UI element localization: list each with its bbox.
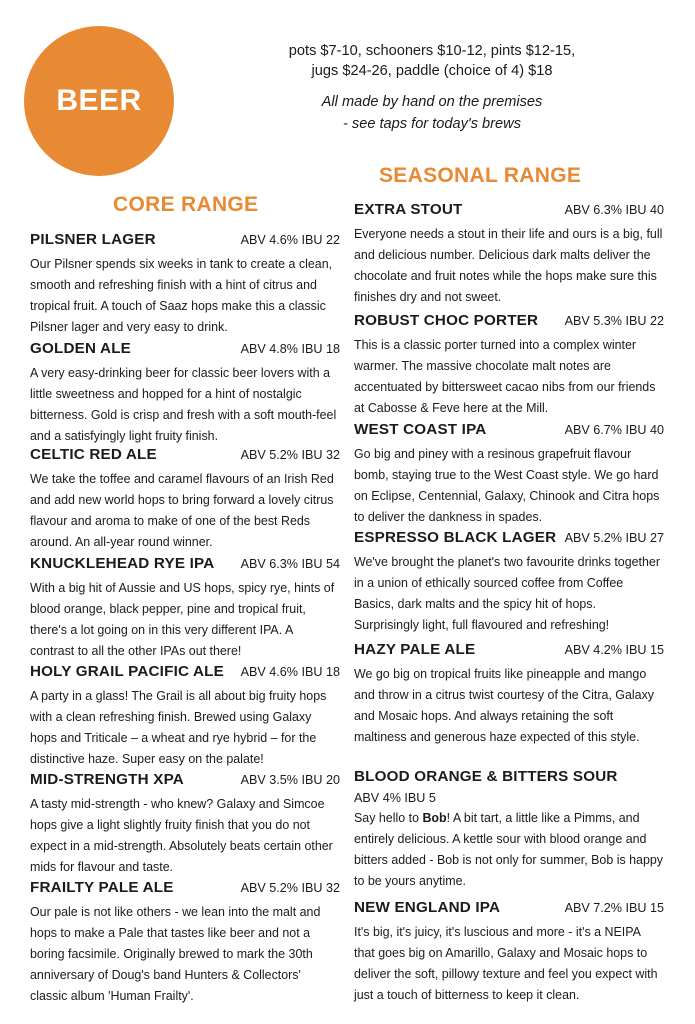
beer-badge-label: BEER [56, 84, 142, 117]
beer-stats: ABV 4.2% IBU 15 [564, 643, 664, 657]
beer-stats: ABV 6.3% IBU 54 [240, 557, 340, 571]
beer-entry-frailty-pale-ale [30, 879, 340, 1007]
beer-description: A party in a glass! The Grail is all about big fruity hops with a clean refreshing finish. Brewed using Galaxy hops and Triticale – a wheat and rye hybrid – for the distinctive haze. Super easy on the palate! [30, 689, 327, 766]
tagline-line-2: - see taps for today's brews [343, 116, 521, 132]
beer-description: With a big hit of Aussie and US hops, spicy rye, hints of blood orange, black pepper, pine and tropical fruit, there's a lot going on in this very different IPA. A contrast to all the other IPAs out there! [30, 581, 335, 658]
beer-stats: ABV 4.8% IBU 18 [240, 342, 340, 356]
tagline [232, 91, 632, 135]
beer-stats: ABV 7.2% IBU 15 [564, 901, 664, 915]
beer-description: Our Pilsner spends six weeks in tank to create a clean, smooth and refreshing finish with a hint of citrus and tropical fruit. A touch of Saaz hops make this a classic Pilsner lager and very easy to drink. [30, 257, 333, 334]
beer-entry-espresso-black-lager [354, 529, 664, 636]
beer-name: WEST COAST IPA [354, 421, 487, 438]
beer-description: Go big and piney with a resinous grapefruit flavour bomb, staying true to the West Coast style. We go hard on Eclipse, Centennial, Galaxy, Chinook and Citra hops to deliver the dankness in spades. [354, 447, 660, 524]
beer-name: PILSNER LAGER [30, 231, 156, 248]
beer-name: KNUCKLEHEAD RYE IPA [30, 555, 215, 572]
beer-name: HOLY GRAIL PACIFIC ALE [30, 663, 224, 680]
beer-entry-golden-ale [30, 340, 340, 447]
beer-name: EXTRA STOUT [354, 201, 463, 218]
beer-name: MID-STRENGTH XPA [30, 771, 184, 788]
beer-entry-robust-choc-porter [354, 312, 664, 419]
beer-name: FRAILTY PALE ALE [30, 879, 174, 896]
beer-stats: ABV 5.2% IBU 32 [240, 448, 340, 462]
beer-description: Our pale is not like others - we lean into the malt and hops to make a Pale that tastes like beer and not a boring facsimile. Originally brewed to mark the 30th anniversary of Doug's band Hunters & Collectors' classic album 'Human Frailty'. [30, 905, 321, 1003]
beer-name: NEW ENGLAND IPA [354, 899, 501, 916]
beer-entry-blood-orange-bitters-sour [354, 768, 664, 892]
price-line-1: pots $7-10, schooners $10-12, pints $12-15, [288, 43, 576, 59]
beer-description: We've brought the planet's two favourite drinks together in a union of ethically sourced coffee from Coffee Basics, dark malts and the spicy hit of hops. Surprisingly light, full flavoured and refreshing! [354, 555, 660, 632]
beer-entry-pilsner-lager [30, 231, 340, 338]
seasonal-range-title: SEASONAL RANGE [379, 164, 582, 187]
beer-name: ROBUST CHOC PORTER [354, 312, 539, 329]
beer-stats: ABV 4.6% IBU 18 [240, 665, 340, 679]
beer-entry-knucklehead-rye-ipa [30, 555, 340, 662]
description-bold-name: Bob [422, 811, 447, 825]
beer-entry-celtic-red-ale [30, 446, 340, 553]
beer-stats: ABV 3.5% IBU 20 [240, 773, 340, 787]
beer-description: We take the toffee and caramel flavours of an Irish Red and add new world hops to bring forward a lovely citrus flavour and aroma to make of one of the best Reds around. An all-year round winner. [30, 472, 334, 549]
beer-description: This is a classic porter turned into a complex winter warmer. The massive chocolate malt notes are accentuated by bittersweet cacao nibs from our friends at Cabosse & Feve here at the Mill. [354, 338, 656, 415]
beer-stats: ABV 5.2% IBU 32 [240, 881, 340, 895]
price-line-2: jugs $24-26, paddle (choice of 4) $18 [311, 63, 553, 79]
beer-badge [24, 26, 174, 176]
beer-name: CELTIC RED ALE [30, 446, 157, 463]
beer-description: A tasty mid-strength - who knew? Galaxy and Simcoe hops give a light slightly fruity finish that you do not expect in a mid-strength. Absolutely beats certain other mids for flavour and taste. [30, 797, 333, 874]
beer-stats: ABV 4.6% IBU 22 [240, 233, 340, 247]
beer-description: A very easy-drinking beer for classic beer lovers with a little sweetness and hopped for a hint of nostalgic bitterness. Gold is crisp and fresh with a soft mouth-feel and a satisfyingly light fruity finish. [30, 366, 337, 443]
beer-name: BLOOD ORANGE & BITTERS SOUR [354, 768, 618, 785]
beer-description: Everyone needs a stout in their life and ours is a big, full and delicious number. Delicious dark malts deliver the chocolate and fruit notes while the hops make sure this finishes dry and not sweet. [354, 227, 663, 304]
tagline-line-1: All made by hand on the premises [321, 94, 543, 110]
beer-stats: ABV 6.7% IBU 40 [564, 423, 664, 437]
beer-entry-holy-grail-pacific-ale [30, 663, 340, 770]
beer-name: GOLDEN ALE [30, 340, 132, 357]
beer-name: ESPRESSO BLACK LAGER [354, 529, 557, 546]
beer-description: It's big, it's juicy, it's luscious and more - it's a NEIPA that goes big on Amarillo, Galaxy and Mosaic hops to deliver the soft, pillowy texture and feel you expect with just a touch of bitterness to keep it clean. [354, 925, 658, 1002]
description-intro: Say hello to [354, 811, 423, 825]
beer-stats: ABV 4% IBU 5 [354, 791, 436, 805]
beer-stats: ABV 6.3% IBU 40 [564, 203, 664, 217]
beer-entry-extra-stout [354, 201, 664, 308]
beer-description: We go big on tropical fruits like pineapple and mango and throw in a citrus twist courtesy of the Citra, Galaxy and Mosaic hops. And always retaining the soft maltiness and generous haze expected of this style. [354, 667, 655, 744]
description-rest: ! A bit tart, a little like a Pimms, and entirely delicious. A kettle sour with blood orange and bitters added - Bob is not only for summer, Bob is happy to be yours anytime. [354, 811, 664, 888]
beer-entry-west-coast-ipa [354, 421, 664, 528]
beer-entry-mid-strength-xpa [30, 771, 340, 878]
beer-entry-new-england-ipa [354, 899, 664, 1006]
beer-description [354, 808, 664, 892]
beer-entry-hazy-pale-ale [354, 641, 664, 748]
beer-name: HAZY PALE ALE [354, 641, 476, 658]
beer-stats: ABV 5.2% IBU 27 [564, 531, 664, 545]
core-range-title: CORE RANGE [113, 193, 259, 216]
price-list [232, 41, 632, 81]
beer-stats: ABV 5.3% IBU 22 [564, 314, 664, 328]
